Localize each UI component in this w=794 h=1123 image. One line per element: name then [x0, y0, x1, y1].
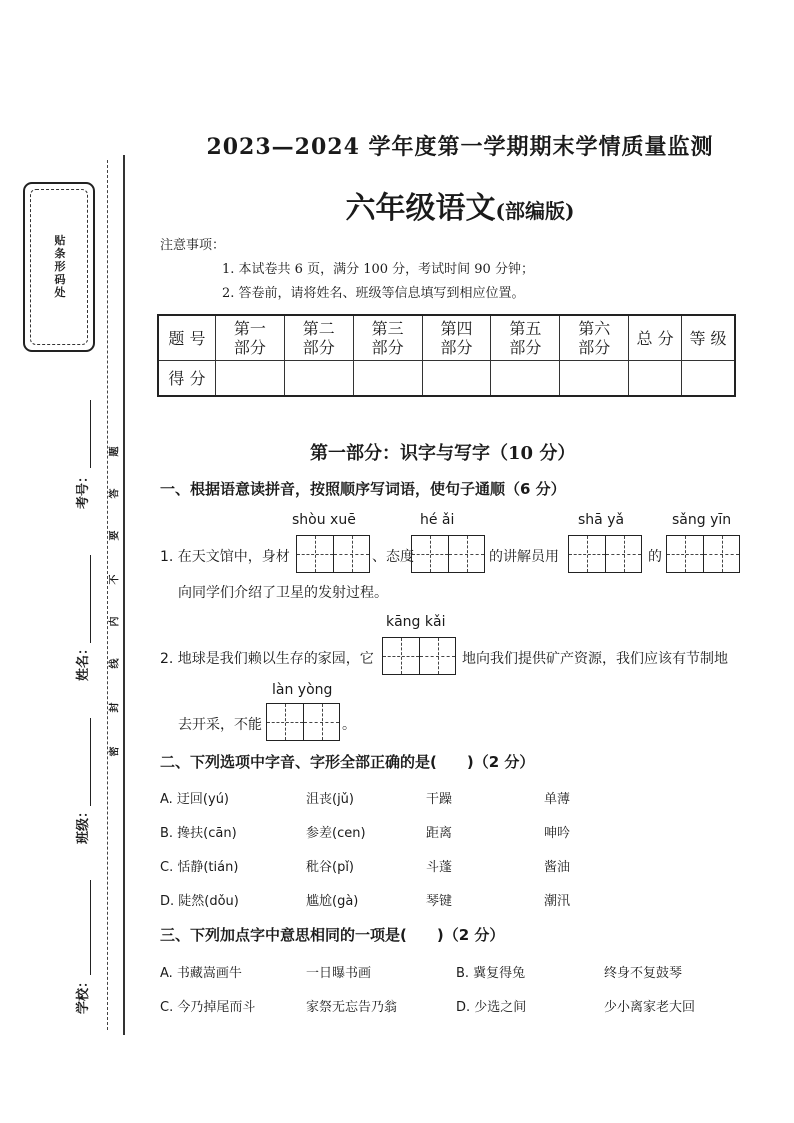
q2-d-col4: 潮汛 [544, 894, 571, 909]
q2-b-col2: 参差(cen) [306, 826, 366, 841]
s2-text-2: 地向我们提供矿产资源，我们应该有节制地 [462, 651, 728, 667]
q2-d-col1: D. 陡然(dǒu) [160, 894, 239, 909]
seal-char: 不 [109, 574, 121, 585]
answer-box[interactable] [411, 535, 485, 573]
q3-title: 三、下列加点字中意思相同的一项是( )（2 分） [160, 926, 505, 944]
q2-b-col3: 距离 [426, 826, 453, 841]
barcode-area [23, 182, 95, 352]
school-line[interactable] [90, 880, 91, 975]
score-input-cell[interactable] [682, 361, 735, 397]
part1-title: 第一部分：识字与写字（10 分） [310, 443, 576, 464]
subtitle-paren: (部编版) [495, 199, 575, 223]
s1-text-1: 1. 在天文馆中，身材 [160, 549, 290, 565]
pinyin: kāng kǎi [386, 614, 446, 630]
q2-c-col3: 斗蓬 [426, 860, 453, 875]
score-header-cell: 等 级 [682, 315, 735, 361]
class-line[interactable] [90, 718, 91, 806]
exam-subtitle [130, 183, 790, 227]
q3-d-col1: D. 少选之间 [456, 1000, 527, 1015]
exam-no-line[interactable] [90, 400, 91, 468]
seal-char: 要 [109, 530, 121, 541]
q3-d-col2: 少小离家老大回 [604, 1000, 696, 1015]
score-header-cell: 第三 部分 [353, 315, 422, 361]
seal-char: 题 [109, 446, 121, 457]
binding-dashed-line [107, 160, 108, 1030]
score-input-cell[interactable] [629, 361, 682, 397]
score-header-cell: 题 号 [158, 315, 215, 361]
s2-line2-text: 去开采，不能 [178, 717, 262, 733]
q2-c-col1: C. 恬静(tián) [160, 860, 239, 875]
notice-item-2: 2. 答卷前，请将姓名、班级等信息填写到相应位置。 [222, 286, 525, 301]
seal-char: 答 [109, 488, 121, 499]
school-label: 学校： [76, 974, 92, 1015]
pinyin: shā yǎ [578, 512, 625, 528]
notice-title: 注意事项： [160, 238, 226, 253]
exam-no-label: 考号： [76, 469, 92, 510]
answer-box[interactable] [266, 703, 340, 741]
s1-text-3: 的讲解员用 [489, 549, 559, 565]
binding-solid-line [123, 155, 125, 1035]
q3-b-col2: 终身不复鼓琴 [604, 966, 683, 981]
score-header-cell: 总 分 [629, 315, 682, 361]
s2-text-1: 2. 地球是我们赖以生存的家园，它 [160, 651, 374, 667]
q1-title: 一、根据语意读拼音，按照顺序写词语，使句子通顺（6 分） [160, 480, 566, 498]
s1-line2: 向同学们介绍了卫星的发射过程。 [178, 585, 388, 601]
q2-a-col3: 干躁 [426, 792, 453, 807]
score-input-cell[interactable] [491, 361, 560, 397]
q2-c-col4: 酱油 [544, 860, 571, 875]
score-row-label: 得 分 [158, 361, 215, 397]
q2-b-col1: B. 搀扶(cān) [160, 826, 237, 841]
subtitle-main: 六年级语文 [345, 191, 496, 226]
exam-title: 2023—2024 学年度第一学期期末学情质量监测 [206, 134, 714, 160]
class-label: 班级： [76, 804, 92, 845]
q2-title: 二、下列选项中字音、字形全部正确的是( )（2 分） [160, 753, 535, 771]
score-input-cell[interactable] [284, 361, 353, 397]
score-header-cell: 第一 部分 [215, 315, 284, 361]
barcode-label: 贴条形码处 [53, 234, 66, 300]
q3-c-col2: 家祭无忘告乃翁 [306, 1000, 398, 1015]
s1-text-4: 的 [648, 549, 662, 565]
score-input-cell[interactable] [353, 361, 422, 397]
answer-box[interactable] [666, 535, 740, 573]
q3-b-col1: B. 冀复得兔 [456, 966, 526, 981]
q3-a-col1: A. 书藏嵩画牛 [160, 966, 242, 981]
seal-char: 内 [109, 616, 121, 627]
q2-d-col3: 琴键 [426, 894, 453, 909]
s1-text-2: 、态度 [372, 549, 414, 565]
score-table [157, 314, 736, 397]
score-header-cell: 第五 部分 [491, 315, 560, 361]
answer-box[interactable] [382, 637, 456, 675]
score-header-cell: 第二 部分 [284, 315, 353, 361]
q3-c-col1: C. 今乃掉尾而斗 [160, 1000, 256, 1015]
pinyin: sǎng yīn [672, 512, 732, 528]
name-line[interactable] [90, 555, 91, 643]
score-input-cell[interactable] [215, 361, 284, 397]
score-header-cell: 第六 部分 [560, 315, 629, 361]
q2-b-col4: 呻吟 [544, 826, 571, 841]
seal-char: 封 [109, 702, 121, 713]
q2-a-col1: A. 迂回(yú) [160, 792, 230, 807]
name-label: 姓名： [76, 641, 92, 682]
score-input-cell[interactable] [422, 361, 491, 397]
pinyin: hé ǎi [420, 512, 455, 528]
pinyin: làn yòng [272, 682, 333, 698]
q2-c-col2: 秕谷(pǐ) [306, 860, 355, 875]
score-input-cell[interactable] [560, 361, 629, 397]
seal-char: 线 [109, 658, 121, 669]
q2-d-col2: 尴尬(gà) [306, 894, 359, 909]
answer-box[interactable] [568, 535, 642, 573]
q3-a-col2: 一日曝书画 [306, 966, 372, 981]
pinyin: shòu xuē [292, 512, 356, 528]
seal-char: 密 [109, 746, 121, 757]
q2-a-col2: 沮丧(jǔ) [306, 792, 354, 807]
answer-box[interactable] [296, 535, 370, 573]
notice-item-1: 1. 本试卷共 6 页，满分 100 分，考试时间 90 分钟； [222, 262, 534, 277]
s2-line2-end: 。 [342, 717, 356, 733]
q2-a-col4: 单薄 [544, 792, 571, 807]
score-header-cell: 第四 部分 [422, 315, 491, 361]
